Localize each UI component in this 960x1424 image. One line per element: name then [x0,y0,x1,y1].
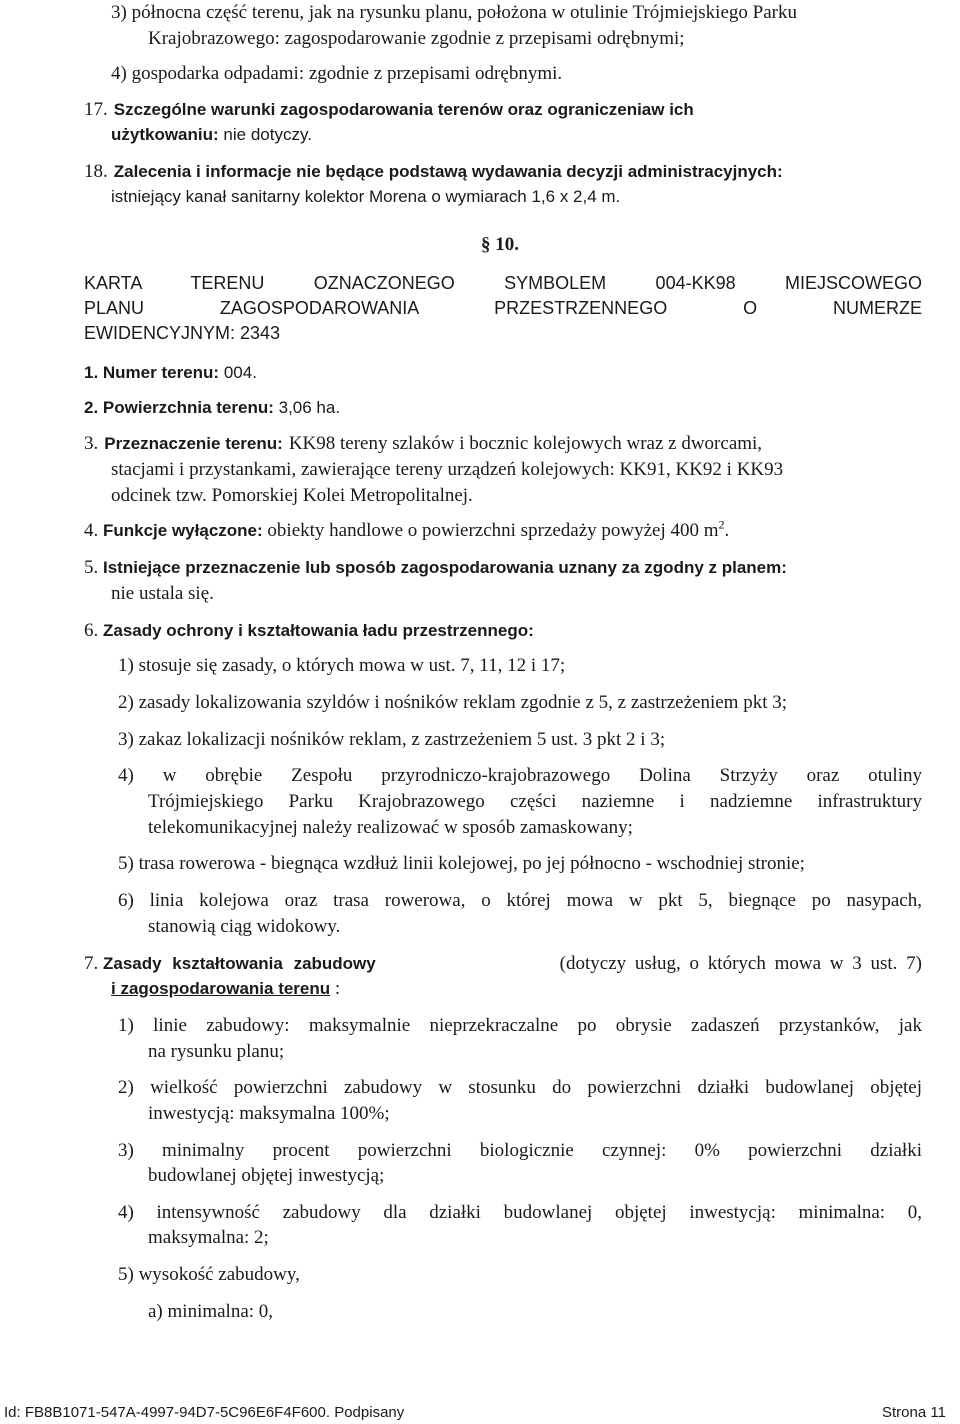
text-line: 3) północna część terenu, jak na rysunku planu, położona w otulinie Trójmiejskiego Parku [111,2,797,23]
card-title: PLANU ZAGOSPODAROWANIA PRZESTRZENNEGO O NUMERZE [84,298,922,318]
text-line: nie ustala się. [111,583,214,604]
point-4: 4. Funkcje wyłączone: obiekty handlowe o powierzchni sprzedaży powyżej 400 $m^2$. [84,517,730,541]
field-label: 2. Powierzchnia terenu: [84,398,274,417]
list-item: 5) trasa rowerowa - biegnąca wzdłuż linii kolejowej, po jej północno - wschodniej stronie; [118,853,805,874]
list-item: telekomunikacyjnej należy realizować w sposób zamaskowany; [148,817,633,838]
text-line [111,124,312,146]
field-value: 004. [223,363,257,382]
point-heading: Zalecenia i informacje nie będące podstawą wydawania decyzji administracyjnych: [113,162,783,181]
list-item: 1) linie zabudowy: maksymalnie nieprzekraczalne po obrysie zadaszeń przystanków, jak [118,1015,922,1036]
point-3: 3. Przeznaczenie terenu: KK98 tereny szlaków i bocznic kolejowych wraz z dworcami, [84,433,763,454]
point-5: 5. Istniejące przeznaczenie lub sposób zagospodarowania uznany za zgodny z planem: [84,557,787,578]
list-item: inwestycją: maksymalna 100%; [148,1103,390,1124]
list-item: 4) intensywność zabudowy dla działki budowlanej objętej inwestycją: minimalna: 0, [118,1202,922,1223]
point-17 [84,99,922,121]
field-terrain-area [84,397,340,419]
section-number: § 10. [481,234,519,255]
list-item: na rysunku planu; [148,1041,285,1062]
list-item: budowlanej objętej inwestycją; [148,1165,385,1186]
text-line: 4) gospodarka odpadami: zgodnie z przepisami odrębnymi. [111,63,563,84]
list-item: 3) zakaz lokalizacji nośników reklam, z zastrzeżeniem 5 ust. 3 pkt 2 i 3; [118,729,666,750]
field-terrain-number [84,362,257,384]
point-6: 6. Zasady ochrony i kształtowania ładu przestrzennego: [84,620,534,641]
document-id: Id: FB8B1071-547A-4997-94D7-5C96E6F4F600. Podpisany [4,1404,405,1421]
list-item: 1) stosuje się zasady, o których mowa w ust. 7, 11, 12 i 17; [118,655,566,676]
field-value: 3,06 ha. [278,398,341,417]
list-item: maksymalna: 2; [148,1227,269,1248]
text-line: istniejący kanał sanitarny kolektor Morena o wymiarach 1,6 x 2,4 m. [111,187,621,206]
point-heading: użytkowaniu: [111,125,219,144]
card-title: EWIDENCYJNYM: 2343 [84,323,281,343]
list-item: 4) w obrębie Zespołu przyrodniczo-krajobrazowego Dolina Strzyży oraz otuliny [118,765,922,786]
point-number: 18. [84,161,108,182]
list-item: 3) minimalny procent powierzchni biologicznie czynnej: 0% powierzchni działki [118,1140,922,1161]
list-item: a) minimalna: 0, [148,1301,274,1322]
page-number: Strona 11 [882,1404,946,1421]
list-item: 2) zasady lokalizowania szyldów i nośników reklam zgodnie z 5, z zastrzeżeniem pkt 3; [118,692,787,713]
text-line: stacjami i przystankami, zawierające tereny urządzeń kolejowych: KK91, KK92 i KK93 [111,459,784,480]
list-item: 5) wysokość zabudowy, [118,1264,300,1285]
list-item: stanowią ciąg widokowy. [148,916,341,937]
list-item: Trójmiejskiego Parku Krajobrazowego części naziemne i nadziemne infrastruktury [148,791,922,812]
list-item: 6) linia kolejowa oraz trasa rowerowa, o której mowa w pkt 5, biegnące po nasypach, [118,890,922,911]
field-label: 1. Numer terenu: [84,363,220,382]
point-text: nie dotyczy. [223,125,312,144]
text-line: odcinek tzw. Pomorskiej Kolei Metropolitalnej. [111,485,473,506]
point-18 [84,161,922,183]
point-7: 7. Zasady kształtowania zabudowy (dotyczy usług, o których mowa w 3 ust. 7) [84,953,922,974]
card-title: KARTA TERENU OZNACZONEGO SYMBOLEM 004-KK98 MIEJSCOWEGO [84,273,922,293]
text-line: Krajobrazowego: zagospodarowanie zgodnie z przepisami odrębnymi; [148,28,685,49]
point-heading: Szczególne warunki zagospodarowania terenów oraz ograniczeniaw ich [113,100,694,119]
point-number: 17. [84,99,108,120]
list-item: 2) wielkość powierzchni zabudowy w stosunku do powierzchni działki budowlanej objętej [118,1077,922,1098]
text-line: i zagospodarowania terenu : [111,978,341,999]
